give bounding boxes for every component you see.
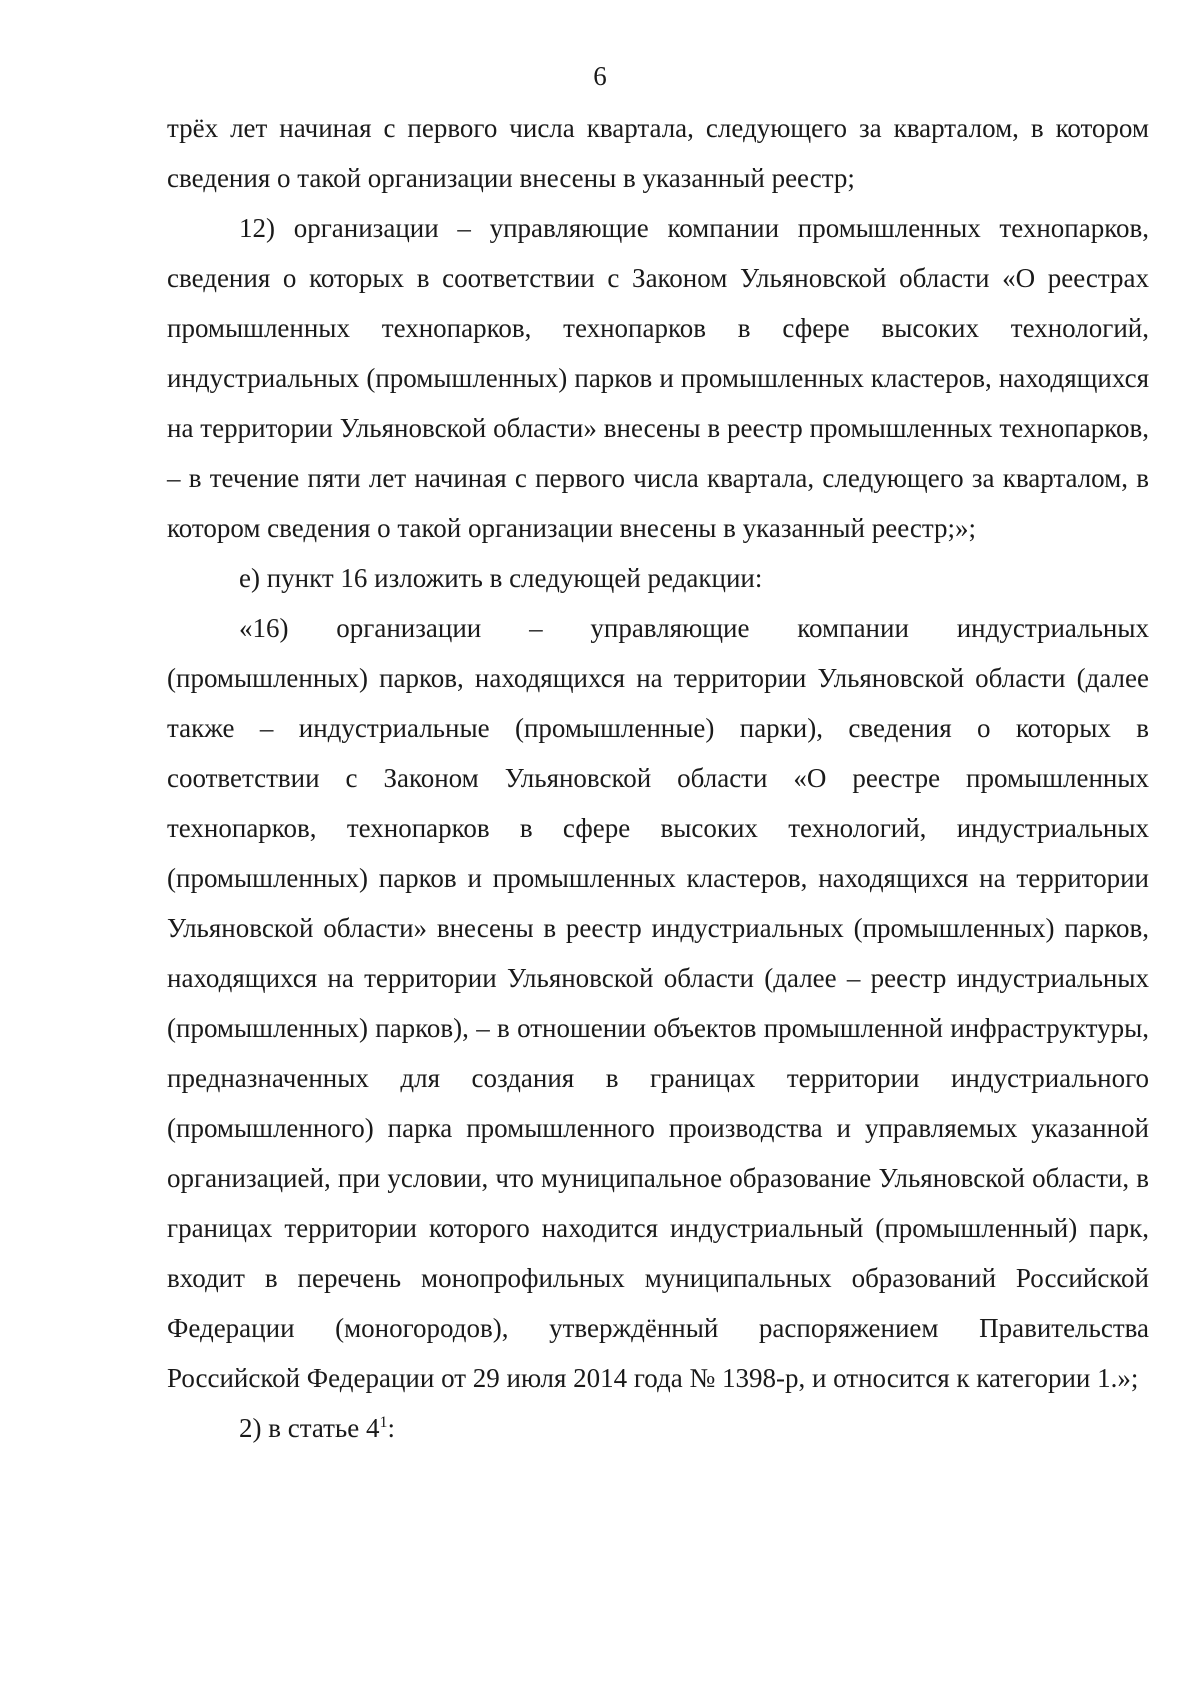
paragraph-item-16: «16) организации – управляющие компании индустриальных (промышленных) парков, находящихся на территории Ульяновской области (далее также – индустриальные (промышленные) парки), сведения о которых в соответствии с Законом Ульяновской области «О реестре промышленных технопарков, технопарков в сфере высоких технологий, индустриальных (промышленных) парков и промышленных кластеров, находящихся на территории Ульяновской области» внесены в реестр индустриальных (промышленных) парков, находящихся на территории Ульяновской области (далее – реестр индустриальных (промышленных) парков), – в отношении объектов промышленной инфраструктуры, предназначенных для создания в границах территории индустриального (промышленного) парка промышленного производства и управляемых указанной организацией, при условии, что муниципальное образование Ульяновской области, в границах территории которого находится индустриальный (промышленный) парк, входит в перечень монопрофильных муниципальных образований Российской Федерации (моногородов), утверждённый распоряжением Правительства Российской Федерации от 29 июля 2014 года № 1398-р, и относится к категории 1.»; bbox=[167, 613, 1149, 1393]
paragraph-item-2-text: 2) в статье 4 bbox=[239, 1413, 380, 1443]
paragraph-continuation: трёх лет начиная с первого числа квартала, следующего за кварталом, в котором сведения о такой организации внесены в указанный реестр; bbox=[167, 113, 1149, 193]
paragraph-item-12: 12) организации – управляющие компании промышленных технопарков, сведения о которых в соответствии с Законом Ульяновской области «О реестрах промышленных технопарков, технопарков в сфере высоких технологий, индустриальных (промышленных) парков и промышленных кластеров, находящихся на территории Ульяновской области» внесены в реестр промышленных технопарков, – в течение пяти лет начиная с первого числа квартала, следующего за кварталом, в котором сведения о такой организации внесены в указанный реестр;»; bbox=[167, 213, 1149, 543]
paragraph-subitem-e: е) пункт 16 изложить в следующей редакции: bbox=[239, 563, 763, 593]
document-body bbox=[167, 103, 1149, 1453]
paragraph-item-2 bbox=[167, 1403, 1149, 1453]
paragraph-item-2-tail: : bbox=[387, 1413, 395, 1443]
article-superscript: 1 bbox=[379, 1414, 388, 1431]
page-number: 6 bbox=[593, 61, 607, 91]
